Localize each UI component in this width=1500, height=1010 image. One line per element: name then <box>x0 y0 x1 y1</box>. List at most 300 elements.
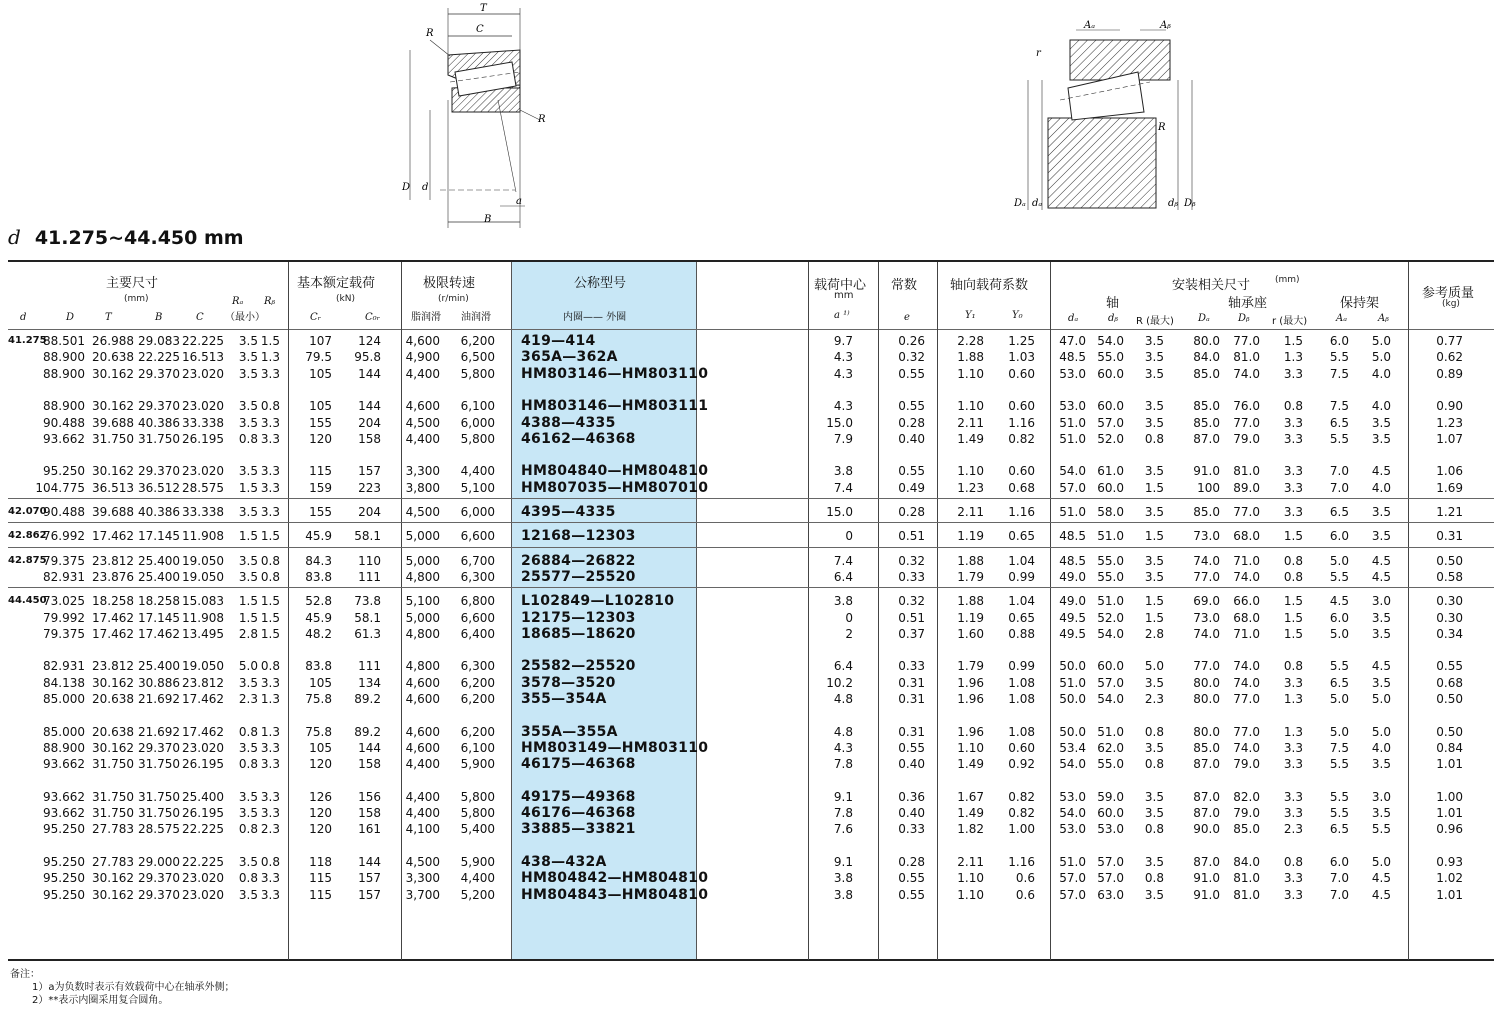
table-cell: 0.60 <box>1008 399 1035 414</box>
table-cell: 3.5 <box>238 675 258 690</box>
table-cell: 85.0 <box>1193 399 1220 414</box>
table-cell: 88.501 <box>43 334 85 348</box>
table-cell: 15.083 <box>182 594 224 609</box>
table-cell: 55.0 <box>1097 350 1124 365</box>
table-cell: 77.0 <box>1233 505 1260 519</box>
diagram-label: dᵦ <box>1168 198 1179 209</box>
table-cell: 15.0 <box>826 505 853 519</box>
table-cell: 6,600 <box>460 610 495 625</box>
table-cell: 3.5 <box>238 855 258 869</box>
table-cell: 1.08 <box>1008 675 1035 690</box>
table-cell: 3.3 <box>1283 740 1303 755</box>
table-cell: 62.0 <box>1097 740 1124 755</box>
table-cell: 0.40 <box>898 431 925 446</box>
table-cell: 29.370 <box>138 871 180 886</box>
table-cell: 0.31 <box>898 675 925 690</box>
table-cell: 52.0 <box>1097 610 1124 625</box>
table-cell: 0.68 <box>1436 675 1463 690</box>
table-cell: 3.5 <box>1144 350 1164 365</box>
table-cell: 53.0 <box>1097 822 1124 837</box>
table-cell: 118 <box>309 855 332 869</box>
table-cell: 1.5 <box>260 529 280 544</box>
table-cell: 0.50 <box>1436 692 1463 706</box>
table-cell: 13.495 <box>182 626 224 641</box>
model-number: 25577—25520 <box>521 568 636 585</box>
table-cell: 29.083 <box>138 334 180 348</box>
table-cell: 3.3 <box>1283 871 1303 886</box>
table-cell: 6,300 <box>460 659 495 674</box>
table-cell: 6,600 <box>460 529 495 544</box>
table-cell: 4.3 <box>833 740 853 755</box>
table-cell: 6,800 <box>460 594 495 609</box>
table-cell: 5,800 <box>460 431 495 446</box>
table-cell: 53.0 <box>1059 399 1086 414</box>
footnote-title: 备注： <box>10 969 40 980</box>
table-cell: 4,500 <box>405 855 440 869</box>
table-cell: 0.50 <box>1436 724 1463 739</box>
table-cell: 31.750 <box>92 789 134 804</box>
table-cell: 90.488 <box>43 505 85 519</box>
table-cell: 3.5 <box>1144 806 1164 821</box>
table-cell: 158 <box>358 806 381 821</box>
table-cell: 3.3 <box>260 505 280 519</box>
table-cell: 1.10 <box>957 871 984 886</box>
table-cell: 3.5 <box>238 505 258 519</box>
header-speed-unit: (r/min) <box>438 294 469 304</box>
table-cell: 18.258 <box>138 594 180 609</box>
table-cell: 7.4 <box>833 480 853 495</box>
table-cell: 1.10 <box>957 740 984 755</box>
table-cell: 85.0 <box>1233 822 1260 837</box>
table-cell: 6.5 <box>1329 822 1349 837</box>
sym-Rb: Rᵦ <box>264 296 276 307</box>
table-cell: 1.3 <box>260 350 280 365</box>
table-cell: 5,800 <box>460 806 495 821</box>
table-cell: 0.65 <box>1008 610 1035 625</box>
table-cell: 2.11 <box>957 415 984 430</box>
table-cell: 73.025 <box>43 594 85 609</box>
table-cell: 53.4 <box>1059 740 1086 755</box>
table-cell: 0.8 <box>1283 553 1303 568</box>
table-cell: 158 <box>358 757 381 772</box>
table-cell: 23.020 <box>182 887 224 902</box>
table-cell: 0.77 <box>1436 334 1463 348</box>
table-cell: 0.92 <box>1008 757 1035 772</box>
table-cell: 1.10 <box>957 399 984 414</box>
table-cell: 58.1 <box>354 529 381 544</box>
table-cell: 6.5 <box>1329 505 1349 519</box>
table-cell: 3.8 <box>833 887 853 902</box>
table-cell: 57.0 <box>1059 871 1086 886</box>
table-cell: 155 <box>309 415 332 430</box>
table-cell: 54.0 <box>1059 757 1086 772</box>
table-cell: 3.3 <box>260 415 280 430</box>
table-cell: 115 <box>309 887 332 902</box>
table-cell: 95.250 <box>43 887 85 902</box>
table-cell: 1.5 <box>238 480 258 495</box>
header-r-max-shaft: R (最大) <box>1136 316 1174 327</box>
table-cell: 5.5 <box>1329 350 1349 365</box>
table-cell: 6,500 <box>460 350 495 365</box>
table-cell: 1.10 <box>957 464 984 479</box>
sym-Da: Dₐ <box>1198 313 1210 324</box>
table-cell: 105 <box>309 740 332 755</box>
table-cell: 1.06 <box>1436 464 1463 479</box>
table-cell: 75.8 <box>305 724 332 739</box>
table-cell: 11.908 <box>182 529 224 544</box>
table-cell: 3,300 <box>405 464 440 479</box>
table-cell: 0.55 <box>1436 659 1463 674</box>
table-cell: 7.5 <box>1329 366 1349 381</box>
table-cell: 144 <box>358 366 381 381</box>
table-cell: 4.0 <box>1371 740 1391 755</box>
table-cell: 0.31 <box>898 724 925 739</box>
table-cell: 3.5 <box>238 415 258 430</box>
table-cell: 39.688 <box>92 415 134 430</box>
table-cell: 40.386 <box>138 415 180 430</box>
table-cell: 0.8 <box>260 399 280 414</box>
table-cell: 3.5 <box>1144 675 1164 690</box>
table-cell: 1.5 <box>1283 626 1303 641</box>
table-cell: 91.0 <box>1193 464 1220 479</box>
table-cell: 83.8 <box>305 659 332 674</box>
col-divider <box>808 262 809 960</box>
table-cell: 104.775 <box>35 480 85 495</box>
table-cell: 50.0 <box>1059 692 1086 706</box>
table-cell: 59.0 <box>1097 789 1124 804</box>
table-cell: 95.8 <box>354 350 381 365</box>
table-cell: 6,000 <box>460 505 495 519</box>
table-cell: 79.992 <box>43 610 85 625</box>
table-cell: 0.28 <box>898 855 925 869</box>
table-cell: 4,800 <box>405 659 440 674</box>
table-cell: 4,600 <box>405 334 440 348</box>
table-cell: 4,900 <box>405 350 440 365</box>
table-cell: 1.01 <box>1436 887 1463 902</box>
table-cell: 40.386 <box>138 505 180 519</box>
table-cell: 52.8 <box>305 594 332 609</box>
table-cell: 1.03 <box>1008 350 1035 365</box>
table-cell: 77.0 <box>1193 569 1220 584</box>
table-cell: 66.0 <box>1233 594 1260 609</box>
table-cell: 74.0 <box>1193 626 1220 641</box>
table-cell: 4.8 <box>833 692 853 706</box>
model-number: 18685—18620 <box>521 625 636 642</box>
table-cell: 17.145 <box>138 529 180 544</box>
table-cell: 5.0 <box>1329 626 1349 641</box>
table-cell: 95.250 <box>43 871 85 886</box>
table-cell: 0.37 <box>898 626 925 641</box>
table-cell: 4.8 <box>833 724 853 739</box>
table-cell: 4,400 <box>405 366 440 381</box>
table-cell: 81.0 <box>1233 887 1260 902</box>
table-cell: 54.0 <box>1059 806 1086 821</box>
table-cell: 69.0 <box>1193 594 1220 609</box>
table-cell: 5.5 <box>1329 659 1349 674</box>
table-cell: 1.10 <box>957 887 984 902</box>
sym-T: T <box>105 312 112 323</box>
table-cell: 2.3 <box>238 692 258 706</box>
sym-D: D <box>66 312 75 323</box>
table-cell: 115 <box>309 871 332 886</box>
table-cell: 55.0 <box>1097 757 1124 772</box>
table-cell: 4,400 <box>405 806 440 821</box>
table-cell: 25.400 <box>182 789 224 804</box>
table-cell: 0.8 <box>1283 659 1303 674</box>
table-cell: 0.8 <box>1144 757 1164 772</box>
table-cell: 45.9 <box>305 529 332 544</box>
header-r-max-housing: r (最大) <box>1272 316 1308 327</box>
table-cell: 0.89 <box>1436 366 1463 381</box>
table-cell: 0.32 <box>898 553 925 568</box>
table-cell: 0.99 <box>1008 569 1035 584</box>
table-cell: 1.01 <box>1436 806 1463 821</box>
table-cell: 5.0 <box>1329 724 1349 739</box>
table-cell: 120 <box>309 806 332 821</box>
table-cell: 76.992 <box>43 529 85 544</box>
table-cell: 4.5 <box>1371 553 1391 568</box>
table-cell: 0.82 <box>1008 431 1035 446</box>
table-cell: 5,100 <box>460 480 495 495</box>
table-cell: 85.0 <box>1193 415 1220 430</box>
col-divider <box>937 262 938 960</box>
table-cell: 17.145 <box>138 610 180 625</box>
table-cell: 53.0 <box>1059 789 1086 804</box>
table-cell: 29.370 <box>138 464 180 479</box>
table-cell: 3.3 <box>260 464 280 479</box>
header-ra-rb-min: （最小） <box>225 312 265 323</box>
table-cell: 3.5 <box>1144 464 1164 479</box>
table-cell: 26.195 <box>182 431 224 446</box>
table-cell: 3.3 <box>1283 757 1303 772</box>
table-cell: 84.0 <box>1193 350 1220 365</box>
table-cell: 50.0 <box>1059 724 1086 739</box>
table-cell: 4.5 <box>1371 887 1391 902</box>
table-cell: 85.000 <box>43 692 85 706</box>
table-cell: 204 <box>358 415 381 430</box>
table-cell: 85.0 <box>1193 740 1220 755</box>
table-cell: 3.3 <box>1283 415 1303 430</box>
table-cell: 54.0 <box>1097 692 1124 706</box>
table-cell: 3.5 <box>238 464 258 479</box>
model-number: 365A—362A <box>521 349 618 366</box>
row-bore-d: 42.070 <box>8 506 47 517</box>
table-cell: 1.16 <box>1008 855 1035 869</box>
table-cell: 3.5 <box>1144 334 1164 348</box>
table-cell: 77.0 <box>1233 724 1260 739</box>
table-cell: 3.5 <box>238 350 258 365</box>
table-cell: 84.138 <box>43 675 85 690</box>
table-cell: 3.3 <box>260 757 280 772</box>
sym-Cor: C₀ᵣ <box>365 312 381 323</box>
sym-e: e <box>904 312 910 323</box>
table-cell: 4.5 <box>1371 464 1391 479</box>
table-cell: 95.250 <box>43 464 85 479</box>
table-cell: 0.8 <box>1283 569 1303 584</box>
table-cell: 0.50 <box>1436 553 1463 568</box>
header-install: 安装相关尺寸 <box>1172 278 1251 293</box>
table-cell: 26.195 <box>182 757 224 772</box>
table-cell: 107 <box>309 334 332 348</box>
table-cell: 26.195 <box>182 806 224 821</box>
table-cell: 3.5 <box>1371 610 1391 625</box>
table-cell: 3.3 <box>260 806 280 821</box>
table-cell: 3.3 <box>1283 675 1303 690</box>
table-cell: 0.88 <box>1008 626 1035 641</box>
table-cell: 85.0 <box>1193 505 1220 519</box>
table-cell: 0.32 <box>898 594 925 609</box>
header-speed-oil: 油润滑 <box>461 312 491 323</box>
table-cell: 1.96 <box>957 675 984 690</box>
table-cell: 105 <box>309 399 332 414</box>
table-cell: 27.783 <box>92 855 134 869</box>
table-cell: 0.8 <box>238 871 258 886</box>
model-number: HM803149—HM803110 <box>521 739 709 756</box>
diagram-label: R <box>1158 122 1166 133</box>
sym-Db: Dᵦ <box>1238 313 1250 324</box>
model-number: L102849—L102810 <box>521 593 675 610</box>
table-cell: 0.33 <box>898 659 925 674</box>
model-number: 419—414 <box>521 333 596 349</box>
table-cell: 51.0 <box>1097 529 1124 544</box>
table-cell: 5.0 <box>1329 692 1349 706</box>
table-cell: 33.338 <box>182 415 224 430</box>
table-cell: 0.90 <box>1436 399 1463 414</box>
table-cell: 22.225 <box>182 855 224 869</box>
diagram-label: D <box>402 182 411 193</box>
row-bore-d: 44.450 <box>8 595 47 607</box>
table-cell: 48.2 <box>305 626 332 641</box>
model-number: HM803146—HM803110 <box>521 365 709 382</box>
table-cell: 0.8 <box>1283 399 1303 414</box>
table-cell: 6.4 <box>833 569 853 584</box>
table-cell: 4.5 <box>1329 594 1349 609</box>
table-cell: 48.5 <box>1059 553 1086 568</box>
table-cell: 76.0 <box>1233 399 1260 414</box>
table-cell: 23.020 <box>182 871 224 886</box>
table-cell: 4.3 <box>833 350 853 365</box>
table-cell: 5,400 <box>460 822 495 837</box>
table-cell: 7.0 <box>1329 480 1349 495</box>
table-cell: 5.0 <box>1371 724 1391 739</box>
table-cell: 3.5 <box>1371 806 1391 821</box>
diagram-label: R <box>538 114 546 125</box>
table-cell: 57.0 <box>1097 415 1124 430</box>
table-cell: 0.28 <box>898 505 925 519</box>
table-cell: 91.0 <box>1193 887 1220 902</box>
table-cell: 22.225 <box>182 822 224 837</box>
table-cell: 30.162 <box>92 464 134 479</box>
col-divider <box>401 262 402 960</box>
table-cell: 7.8 <box>833 757 853 772</box>
table-cell: 95.250 <box>43 855 85 869</box>
table-cell: 23.020 <box>182 740 224 755</box>
model-number: 438—432A <box>521 854 607 870</box>
table-cell: 89.2 <box>354 692 381 706</box>
table-cell: 111 <box>358 659 381 674</box>
table-cell: 29.370 <box>138 399 180 414</box>
table-cell: 85.000 <box>43 724 85 739</box>
table-cell: 3,700 <box>405 887 440 902</box>
diagram-label: B <box>484 214 492 225</box>
table-cell: 144 <box>358 855 381 869</box>
table-cell: 0 <box>845 529 853 544</box>
table-cell: 3.5 <box>1371 431 1391 446</box>
group-separator <box>8 547 1494 548</box>
table-cell: 1.16 <box>1008 505 1035 519</box>
table-cell: 49.5 <box>1059 626 1086 641</box>
table-top-rule <box>8 260 1494 262</box>
group-separator <box>8 587 1494 588</box>
table-cell: 51.0 <box>1059 415 1086 430</box>
table-cell: 60.0 <box>1097 399 1124 414</box>
table-cell: 3.5 <box>1144 740 1164 755</box>
table-cell: 0.34 <box>1436 626 1463 641</box>
table-cell: 1.01 <box>1436 757 1463 772</box>
table-cell: 6.5 <box>1329 415 1349 430</box>
table-cell: 3.5 <box>1144 399 1164 414</box>
table-cell: 88.900 <box>43 366 85 381</box>
table-cell: 7.0 <box>1329 464 1349 479</box>
table-cell: 48.5 <box>1059 350 1086 365</box>
table-cell: 74.0 <box>1233 366 1260 381</box>
table-cell: 0.84 <box>1436 740 1463 755</box>
header-main-dims-unit: (mm) <box>124 294 149 304</box>
table-cell: 3.0 <box>1371 594 1391 609</box>
table-cell: 1.19 <box>957 610 984 625</box>
table-cell: 124 <box>358 334 381 348</box>
table-cell: 1.5 <box>1283 334 1303 348</box>
table-cell: 0.30 <box>1436 610 1463 625</box>
table-cell: 0.62 <box>1436 350 1463 365</box>
table-cell: 87.0 <box>1193 855 1220 869</box>
table-cell: 0.8 <box>1144 871 1164 886</box>
table-cell: 90.0 <box>1193 822 1220 837</box>
table-cell: 0.65 <box>1008 529 1035 544</box>
table-cell: 1.10 <box>957 366 984 381</box>
table-cell: 1.00 <box>1436 789 1463 804</box>
table-cell: 30.162 <box>92 740 134 755</box>
diagram-label: Dᵦ <box>1184 198 1196 209</box>
table-cell: 157 <box>358 887 381 902</box>
model-number: HM804843—HM804810 <box>521 886 709 903</box>
table-cell: 80.0 <box>1193 675 1220 690</box>
table-cell: 6,200 <box>460 724 495 739</box>
model-number: 46175—46368 <box>521 756 636 773</box>
table-cell: 4,800 <box>405 569 440 584</box>
table-cell: 60.0 <box>1097 659 1124 674</box>
model-number: 3578—3520 <box>521 674 616 691</box>
table-cell: 6,200 <box>460 334 495 348</box>
table-cell: 161 <box>358 822 381 837</box>
table-cell: 51.0 <box>1059 505 1086 519</box>
table-cell: 4,400 <box>460 871 495 886</box>
table-cell: 58.1 <box>354 610 381 625</box>
table-cell: 1.96 <box>957 692 984 706</box>
table-cell: 5.5 <box>1329 789 1349 804</box>
table-cell: 3.3 <box>1283 464 1303 479</box>
table-cell: 1.5 <box>1144 480 1164 495</box>
table-cell: 57.0 <box>1097 855 1124 869</box>
table-cell: 6,700 <box>460 553 495 568</box>
table-cell: 58.0 <box>1097 505 1124 519</box>
table-cell: 0 <box>845 610 853 625</box>
table-cell: 17.462 <box>92 626 134 641</box>
table-cell: 57.0 <box>1097 675 1124 690</box>
table-cell: 0.8 <box>260 659 280 674</box>
table-cell: 0.8 <box>1144 724 1164 739</box>
table-cell: 0.32 <box>898 350 925 365</box>
